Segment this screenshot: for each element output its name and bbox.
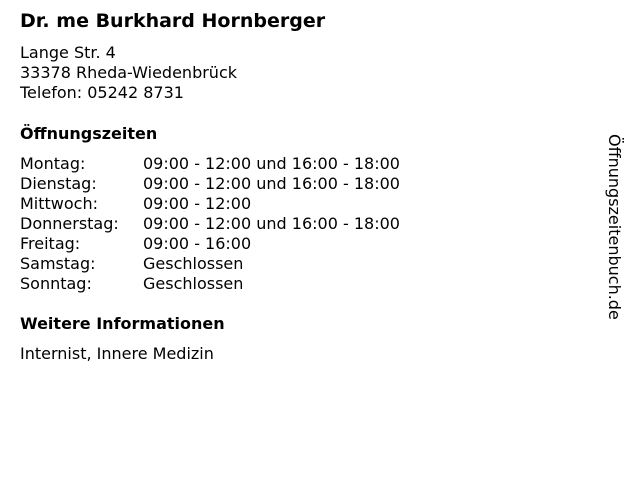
phone-number: Telefon: 05242 8731 [20,83,184,102]
business-name: Dr. me Burkhard Hornberger [20,10,326,32]
day-label: Mittwoch: [20,194,98,213]
address-block [20,43,237,103]
site-watermark: Öffnungszeitenbuch.de [605,134,624,320]
city-address: 33378 Rheda-Wiedenbrück [20,63,238,82]
hours-row-tuesday [20,174,400,194]
day-label: Dienstag: [20,174,97,193]
street-address: Lange Str. 4 [20,43,116,62]
hours-row-saturday [20,254,400,274]
further-info-text: Internist, Innere Medizin [20,344,214,363]
hours-row-sunday [20,274,400,294]
day-label: Sonntag: [20,274,92,293]
hours-row-monday [20,154,400,174]
opening-hours-table [20,154,400,294]
day-label: Samstag: [20,254,96,273]
hours-row-wednesday [20,194,400,214]
time-value: Geschlossen [143,254,244,273]
time-value: 09:00 - 16:00 [143,234,252,253]
opening-hours-heading: Öffnungszeiten [20,124,158,143]
further-info-heading: Weitere Informationen [20,314,225,333]
hours-row-friday [20,234,400,254]
time-value: Geschlossen [143,274,244,293]
day-label: Donnerstag: [20,214,119,233]
time-value: 09:00 - 12:00 und 16:00 - 18:00 [143,154,400,173]
hours-row-thursday [20,214,400,234]
day-label: Freitag: [20,234,81,253]
time-value: 09:00 - 12:00 [143,194,252,213]
day-label: Montag: [20,154,86,173]
time-value: 09:00 - 12:00 und 16:00 - 18:00 [143,174,400,193]
time-value: 09:00 - 12:00 und 16:00 - 18:00 [143,214,400,233]
